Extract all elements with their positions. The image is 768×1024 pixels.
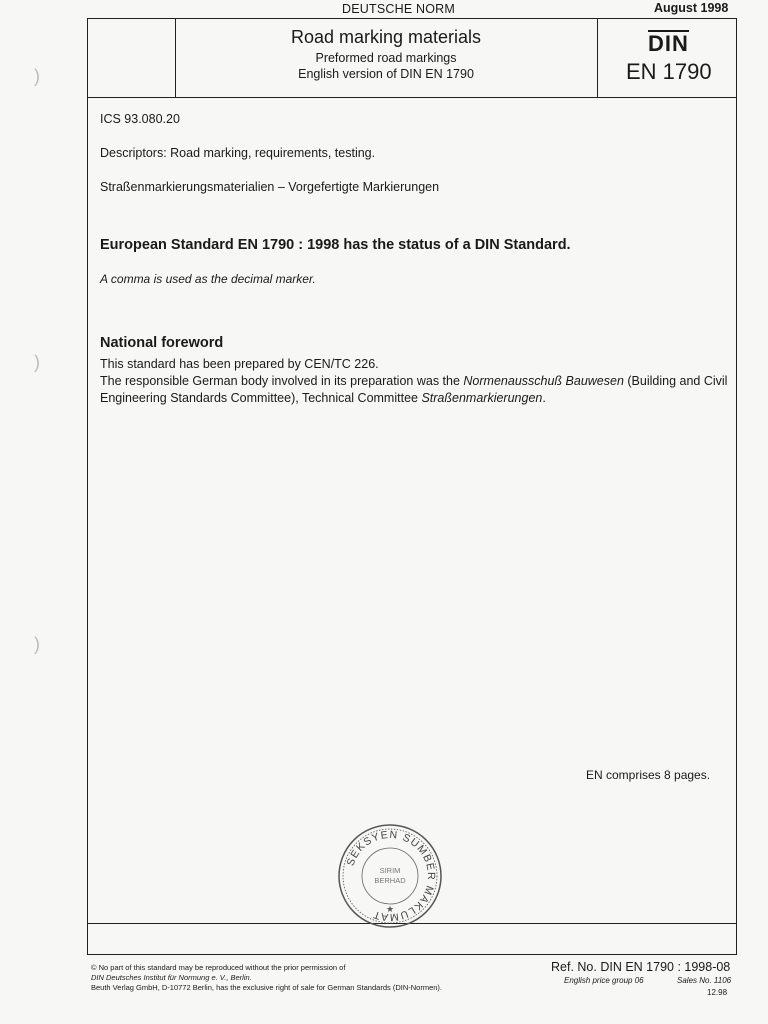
decimal-marker-note: A comma is used as the decimal marker. bbox=[100, 272, 316, 286]
binding-mark-icon: ) bbox=[34, 352, 40, 372]
reference-number: Ref. No. DIN EN 1790 : 1998-08 bbox=[551, 960, 731, 974]
foreword-text-c: (Building and Civil Engineering Standards Committee), Technical Committee bbox=[100, 374, 728, 405]
publication-date: August 1998 bbox=[654, 1, 729, 15]
din-logo-text: DIN bbox=[648, 31, 689, 56]
binding-mark-icon: ) bbox=[34, 66, 40, 86]
price-group: English price group 06 bbox=[564, 976, 644, 985]
german-title: Straßenmarkierungsmaterialien – Vorgefertigte Markierungen bbox=[100, 180, 440, 194]
stamp-center-line-1: SIRIM bbox=[379, 866, 401, 875]
sales-number: Sales No. 1106 bbox=[677, 976, 732, 985]
library-stamp bbox=[336, 822, 444, 930]
stamp-star-icon: ★ bbox=[385, 904, 395, 914]
status-statement: European Standard EN 1790 : 1998 has the status of a DIN Standard. bbox=[100, 237, 571, 253]
copyright-line-1: © No part of this standard may be reproduced without the prior permission of bbox=[91, 963, 346, 972]
technical-committee-name: Straßenmarkierungen bbox=[421, 391, 543, 405]
descriptors: Descriptors: Road marking, requirements, testing. bbox=[100, 146, 376, 160]
foreword-line-1: This standard has been prepared by CEN/TC 226. bbox=[100, 357, 379, 371]
english-version-line: English version of DIN EN 1790 bbox=[298, 67, 474, 81]
title-divider bbox=[88, 97, 736, 98]
copyright-line-3: Beuth Verlag GmbH, D-10772 Berlin, has the exclusive right of sale for German Standards (DIN-Normen). bbox=[91, 983, 442, 992]
document-subtitle: Preformed road markings bbox=[315, 51, 457, 65]
foreword-heading: National foreword bbox=[100, 335, 224, 351]
title-right-divider bbox=[597, 19, 598, 97]
stamp-ring-text: SEKSYEN SUMBER MAKLUMAT bbox=[344, 828, 438, 924]
foreword-paragraph-2 bbox=[100, 373, 728, 407]
page-count: EN comprises 8 pages. bbox=[586, 768, 711, 782]
ics-code: ICS 93.080.20 bbox=[100, 112, 180, 126]
foreword-text-a: The responsible German body involved in its preparation was the bbox=[100, 374, 464, 388]
stamp-center-line-2: BERHAD bbox=[374, 876, 406, 885]
copyright-line-2: DIN Deutsches Institut für Normung e. V., Berlin. bbox=[91, 973, 252, 982]
document-title: Road marking materials bbox=[290, 27, 482, 47]
standard-number: EN 1790 bbox=[626, 59, 712, 84]
committee-name: Normenausschuß Bauwesen bbox=[463, 374, 624, 388]
binding-mark-icon: ) bbox=[34, 634, 40, 654]
norm-label: DEUTSCHE NORM bbox=[342, 2, 456, 16]
edition-code: 12.98 bbox=[707, 988, 728, 997]
din-logo bbox=[648, 30, 689, 55]
foreword-text-e: . bbox=[542, 391, 546, 405]
